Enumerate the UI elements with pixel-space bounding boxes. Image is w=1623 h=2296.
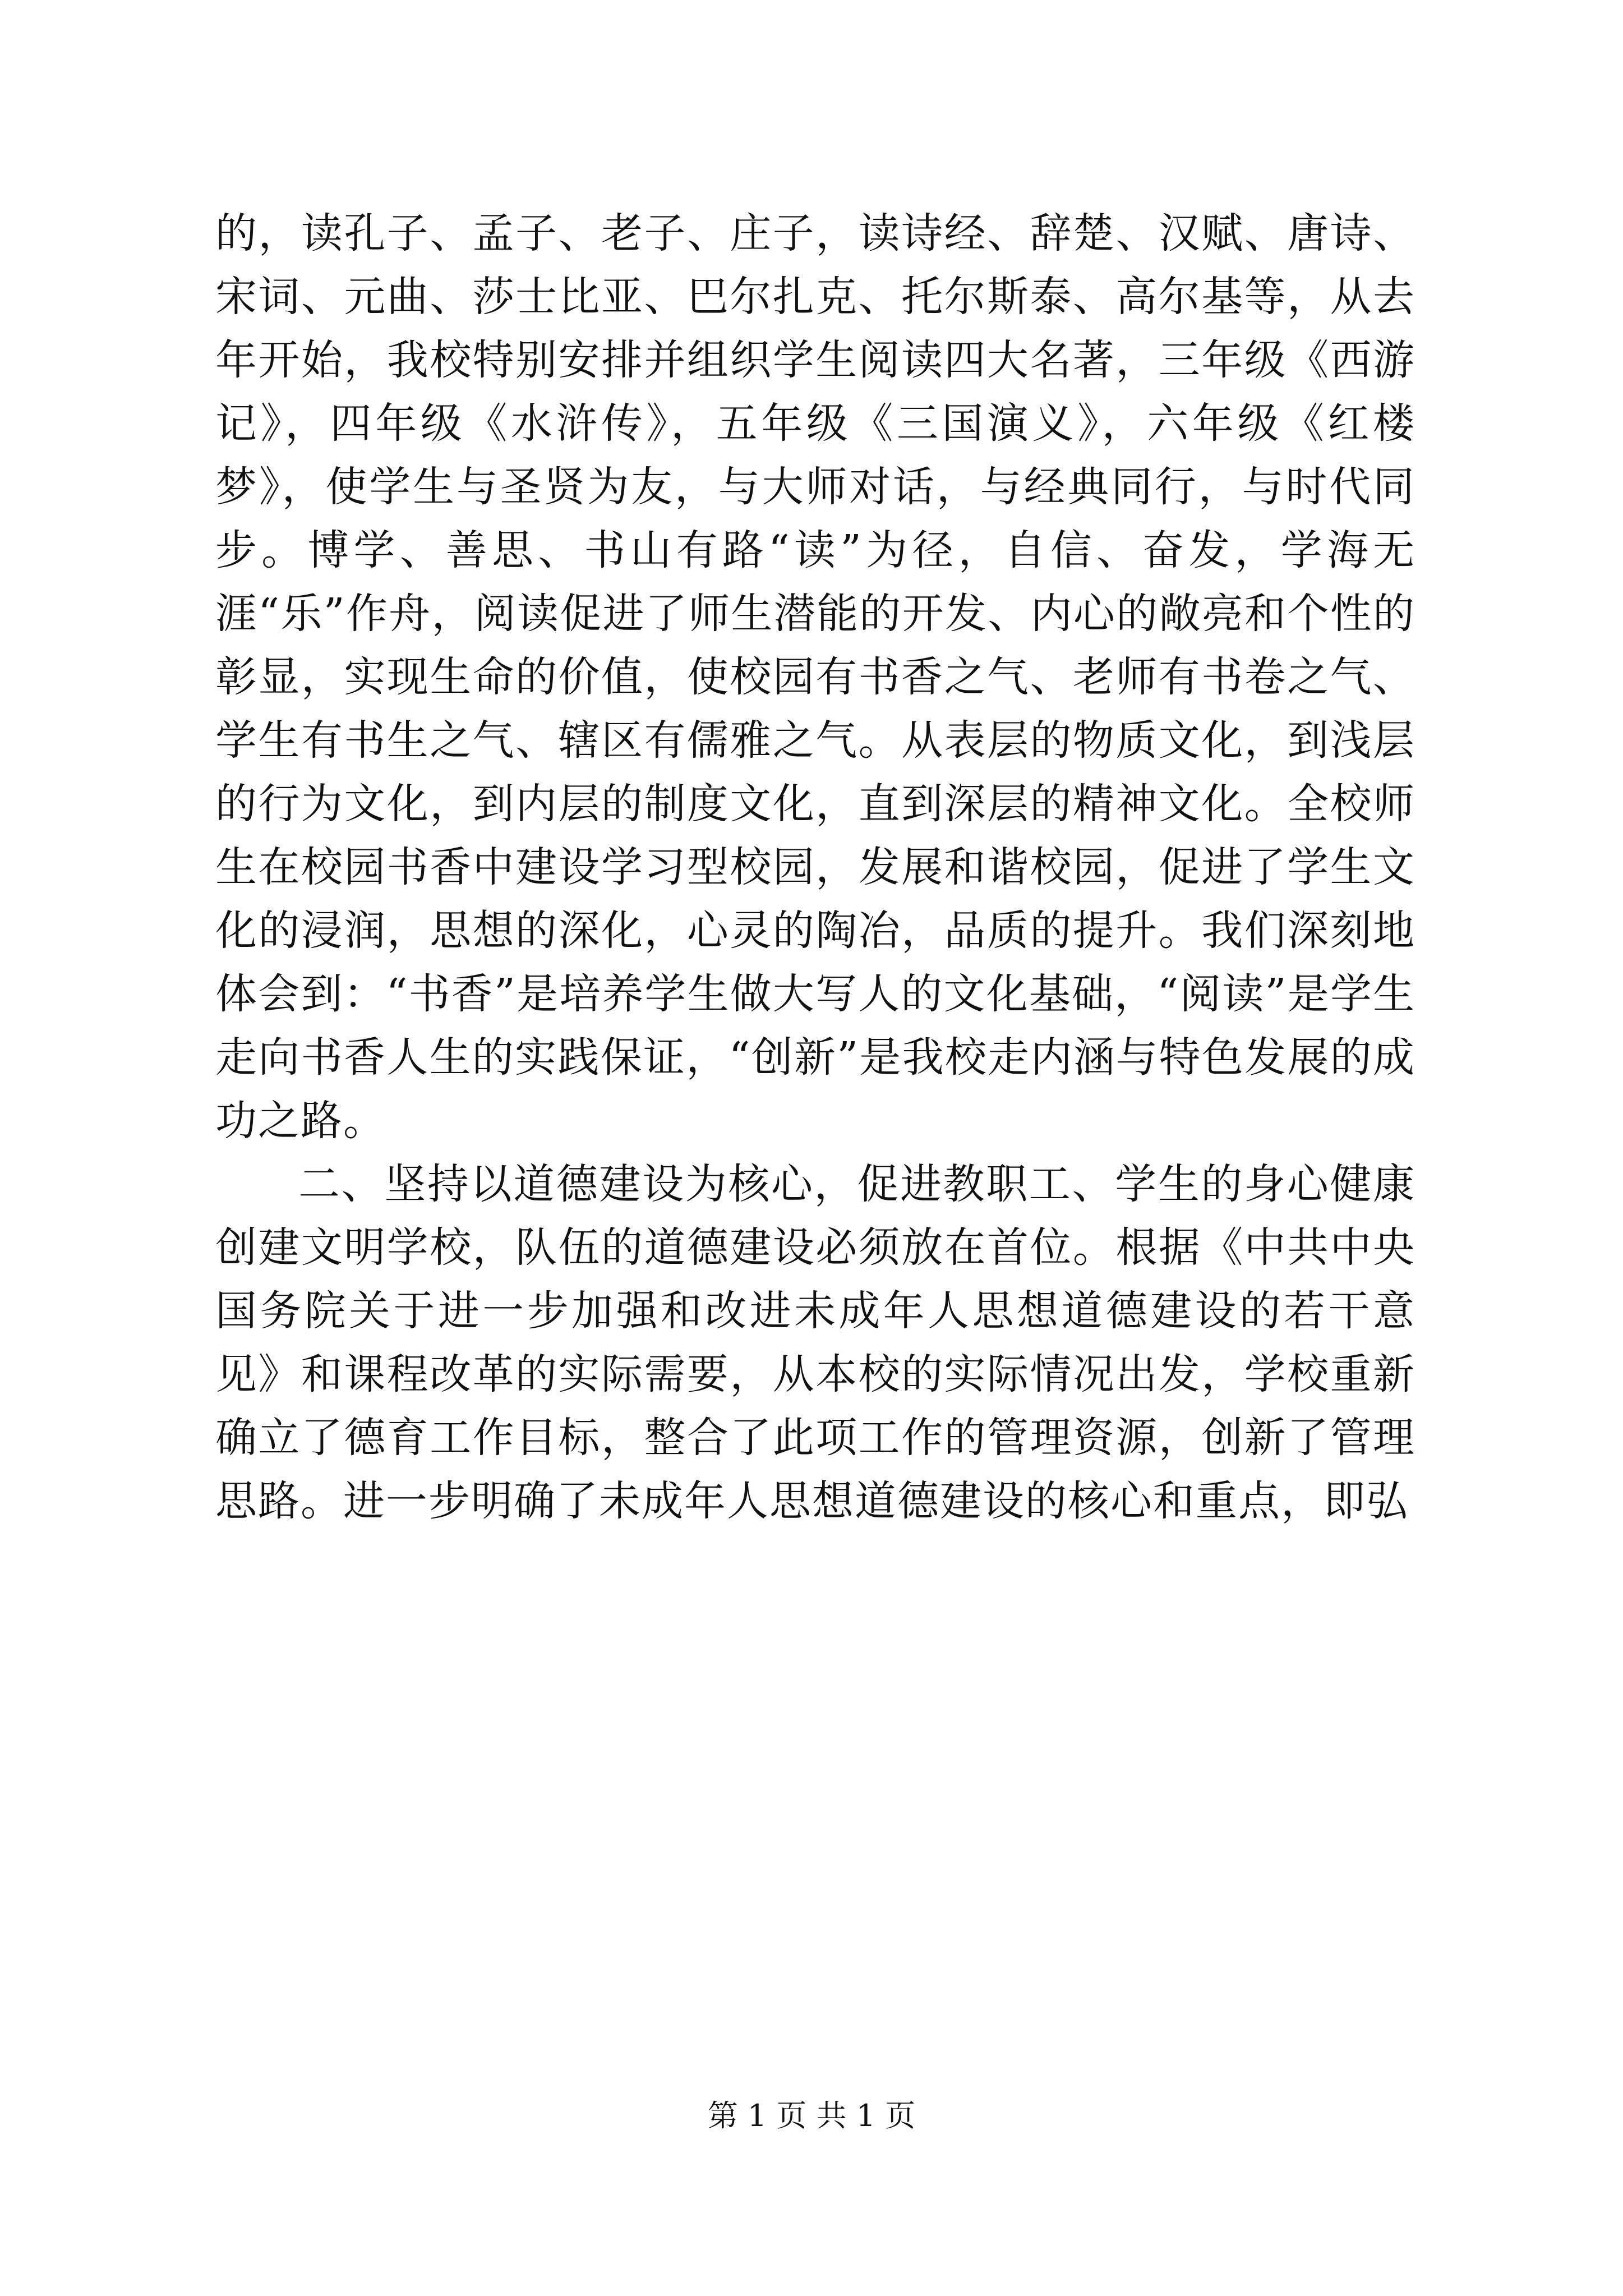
body-text (215, 202, 1415, 1533)
paragraph-section-two: 二、坚持以道德建设为核心，促进教职工、学生的身心健康创建文明学校，队伍的道德建设必须放在首位。根据《中共中央国务院关于进一步加强和改进未成年人思想道德建设的若干意见》和课程改革的实际需要，从本校的实际情况出发，学校重新确立了德育工作目标，整合了此项工作的管理资源，创新了管理思路。进一步明确了未成年人思想道德建设的核心和重点，即弘 (215, 1160, 1415, 1525)
paragraph-continued: 的，读孔子、孟子、老子、庄子，读诗经、辞楚、汉赋、唐诗、宋词、元曲、莎士比亚、巴尔扎克、托尔斯泰、高尔基等，从去年开始，我校特别安排并组织学生阅读四大名著，三年级《西游记》，四年级《水浒传》，五年级《三国演义》，六年级《红楼梦》，使学生与圣贤为友，与大师对话，与经典同行，与时代同步。博学、善思、书山有路“读”为径，自信、奋发，学海无涯“乐”作舟，阅读促进了师生潜能的开发、内心的敞亮和个性的彰显，实现生命的价值，使校园有书香之气、老师有书卷之气、学生有书生之气、辖区有儒雅之气。从表层的物质文化，到浅层的行为文化，到内层的制度文化，直到深层的精神文化。全校师生在校园书香中建设学习型校园，发展和谐校园，促进了学生文化的浸润，思想的深化，心灵的陶冶，品质的提升。我们深刻地体会到：“书香”是培养学生做大写人的文化基础，“阅读”是学生走向书香人生的实践保证，“创新”是我校走内涵与特色发展的成功之路。 (215, 209, 1415, 1145)
page-number-footer: 第 1 页 共 1 页 (707, 2098, 916, 2133)
